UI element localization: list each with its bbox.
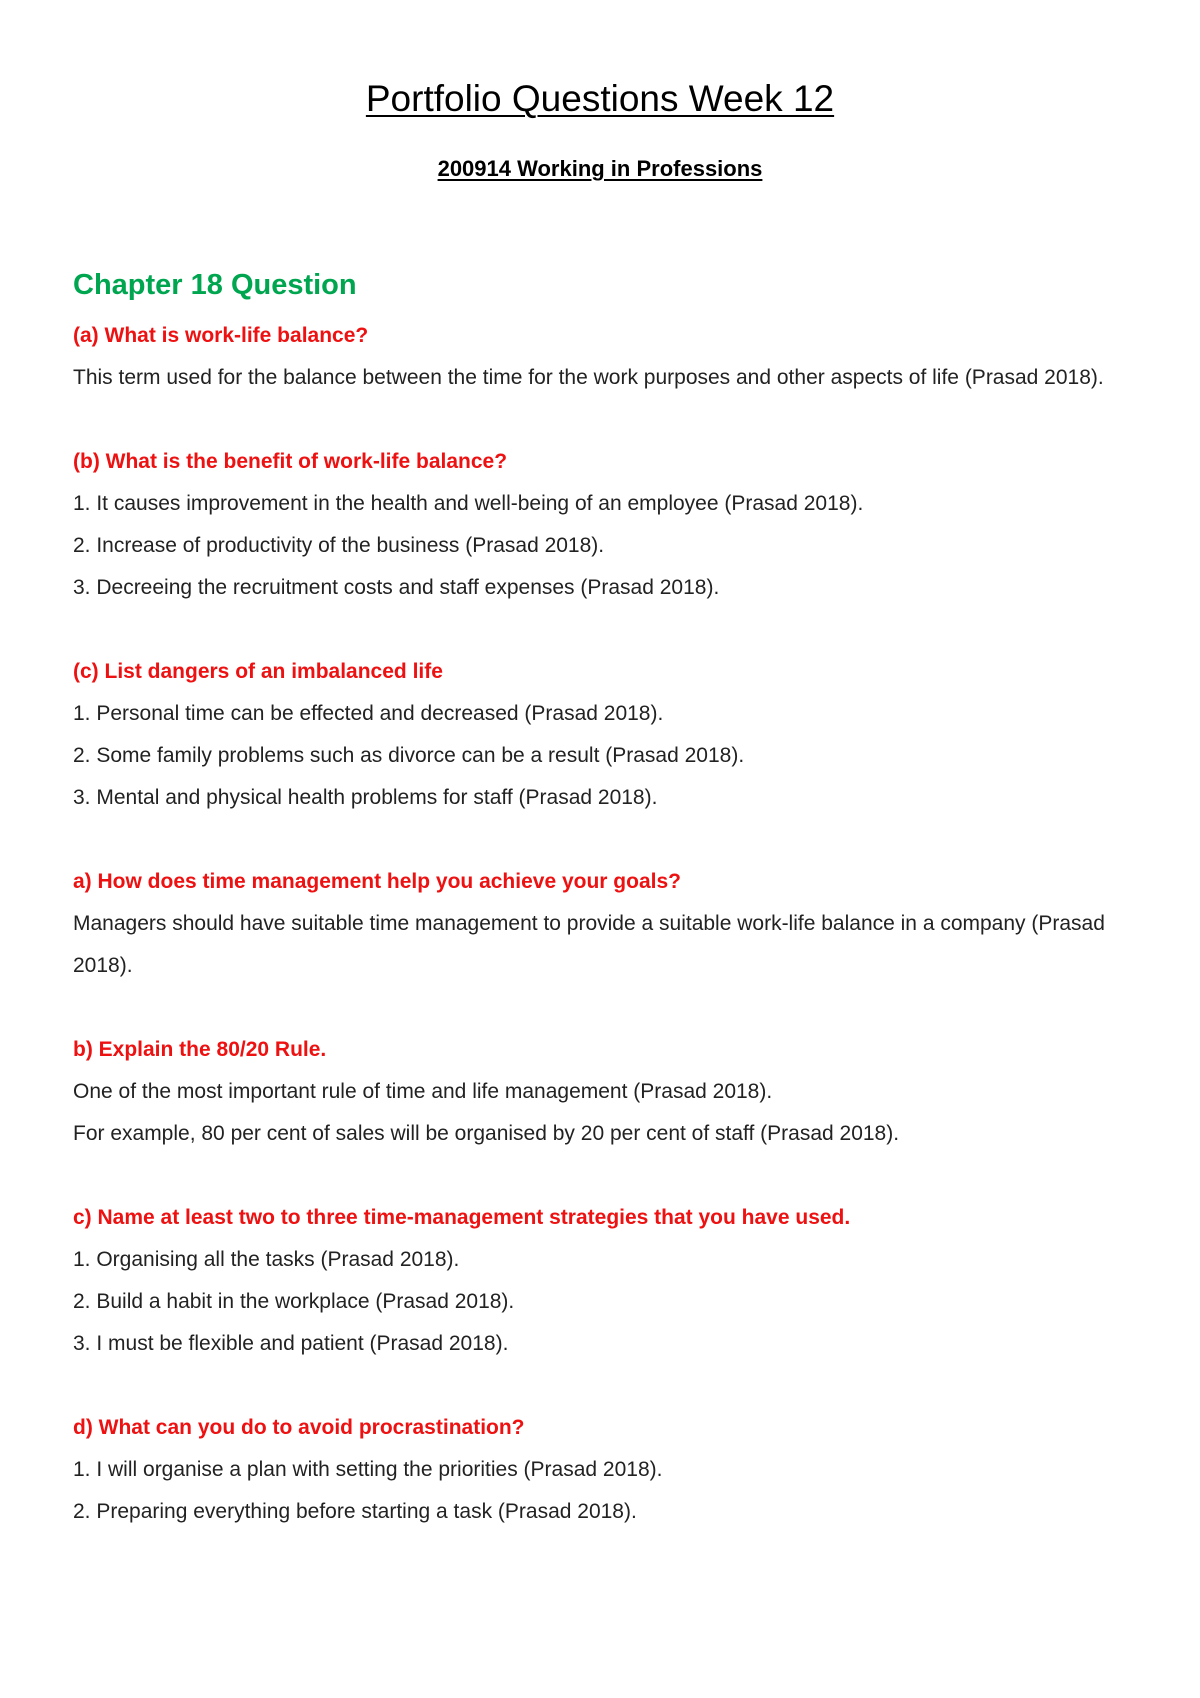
question-section (73, 315, 1133, 399)
document-title: Portfolio Questions Week 12 (365, 78, 835, 119)
question-heading: d) What can you do to avoid procrastination? (73, 1416, 525, 1439)
answer-paragraph: For example, 80 per cent of sales will be organised by 20 per cent of staff (Prasad 2018). (73, 1122, 900, 1145)
question-heading: b) Explain the 80/20 Rule. (73, 1038, 327, 1061)
document-subtitle: 200914 Working in Professions (437, 156, 763, 181)
answer-list-item: 2. Build a habit in the workplace (Prasad 2018). (73, 1290, 515, 1313)
document-body (73, 267, 1133, 1575)
answer-list-item: 1. I will organise a plan with setting the priorities (Prasad 2018). (73, 1458, 663, 1481)
answer-list-item: 1. Personal time can be effected and decreased (Prasad 2018). (73, 702, 664, 725)
question-section (73, 1029, 1133, 1155)
question-heading: a) How does time management help you achieve your goals? (73, 870, 681, 893)
answer-list-item: 1. Organising all the tasks (Prasad 2018). (73, 1248, 460, 1271)
answer-list-item: 1. It causes improvement in the health and well-being of an employee (Prasad 2018). (73, 492, 864, 515)
question-section (73, 1197, 1133, 1365)
answer-list-item: 3. I must be flexible and patient (Prasad 2018). (73, 1332, 509, 1355)
answer-paragraph: Managers should have suitable time management to provide a suitable work-life balance in a company (Prasad 2018). (73, 912, 1105, 977)
answer-paragraph: This term used for the balance between the time for the work purposes and other aspects of life (Prasad 2018). (73, 366, 1104, 389)
question-heading: (a) What is work-life balance? (73, 324, 369, 347)
question-heading: (c) List dangers of an imbalanced life (73, 660, 443, 683)
answer-list-item: 3. Mental and physical health problems for staff (Prasad 2018). (73, 786, 658, 809)
question-section (73, 441, 1133, 609)
question-section (73, 1407, 1133, 1533)
answer-list-item: 2. Increase of productivity of the business (Prasad 2018). (73, 534, 605, 557)
question-section (73, 861, 1133, 987)
chapter-heading: Chapter 18 Question (73, 269, 357, 301)
question-heading: (b) What is the benefit of work-life balance? (73, 450, 508, 473)
answer-list-item: 2. Preparing everything before starting a task (Prasad 2018). (73, 1500, 637, 1523)
question-heading: c) Name at least two to three time-management strategies that you have used. (73, 1206, 851, 1229)
answer-list-item: 2. Some family problems such as divorce can be a result (Prasad 2018). (73, 744, 745, 767)
question-section (73, 651, 1133, 819)
answer-paragraph: One of the most important rule of time and life management (Prasad 2018). (73, 1080, 773, 1103)
answer-list-item: 3. Decreeing the recruitment costs and staff expenses (Prasad 2018). (73, 576, 720, 599)
